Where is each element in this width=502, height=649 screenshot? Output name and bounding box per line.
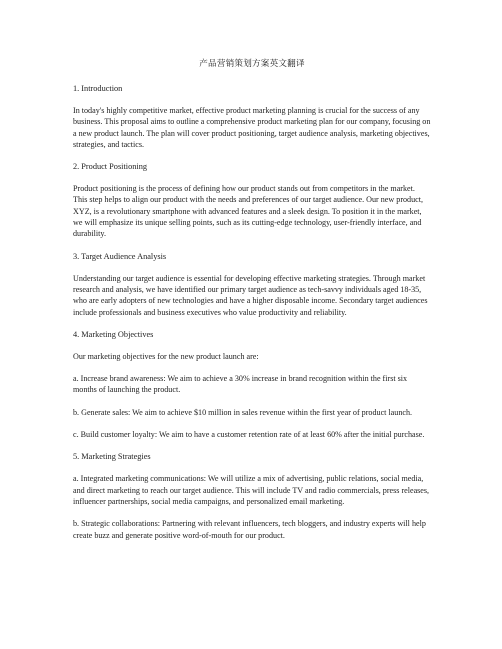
paragraph: Product positioning is the process of defining how our product stands out from competitors in the market. This step helps to align our product with the needs and preferences of our target audience. Our new product, XYZ, is a revolutionary smartphone with advanced features and a sleek design. To position it in the market, we will emphasize its unique selling points, such as its cutting-edge technology, user-friendly interface, and durability. — [73, 184, 424, 239]
section-product-positioning — [73, 161, 431, 239]
section-target-audience — [73, 251, 431, 318]
paragraph: Our marketing objectives for the new product launch are: — [73, 351, 259, 361]
objective-item: c. Build customer loyalty: We aim to have a customer retention rate of at least 60% after the initial purchase. — [73, 430, 425, 440]
section-heading: 2. Product Positioning — [73, 162, 147, 172]
section-marketing-strategies — [73, 451, 431, 540]
paragraph: In today's highly competitive market, effective product marketing planning is crucial for the success of any business. This proposal aims to outline a comprehensive product marketing plan for our company, focusing on a new product launch. The plan will cover product positioning, target audience analysis, marketing objectives, strategies, and tactics. — [73, 106, 431, 149]
section-marketing-objectives — [73, 329, 431, 440]
section-heading: 3. Target Audience Analysis — [73, 251, 167, 261]
section-heading: 5. Marketing Strategies — [73, 452, 151, 462]
section-heading: 4. Marketing Objectives — [73, 329, 154, 339]
section-heading: 1. Introduction — [73, 84, 123, 93]
objective-item: b. Generate sales: We aim to achieve $10 million in sales revenue within the first year of product launch. — [73, 407, 413, 417]
strategy-item: a. Integrated marketing communications: We will utilize a mix of advertising, public relations, social media, and direct marketing to reach our target audience. This will include TV and radio commercials, press releases, influencer partnerships, social media campaigns, and personalized email marketing. — [73, 474, 430, 506]
paragraph: Understanding our target audience is essential for developing effective marketing strategies. Through market research and analysis, we have identified our primary target audience as tech-savvy individuals aged 18-35, who are early adopters of new technologies and have a higher disposable income. Secondary target audiences include professionals and business executives who value productivity and reliability. — [73, 273, 428, 317]
section-introduction — [73, 83, 431, 150]
document-page — [73, 58, 431, 552]
document-title: 产品营销策划方案英文翻译 — [199, 58, 305, 68]
objective-item: a. Increase brand awareness: We aim to achieve a 30% increase in brand recognition within the first six months of launching the product. — [73, 374, 408, 395]
strategy-item: b. Strategic collaborations: Partnering with relevant influencers, tech bloggers, and industry experts will help create buzz and generate positive word-of-mouth for our product. — [73, 519, 426, 540]
